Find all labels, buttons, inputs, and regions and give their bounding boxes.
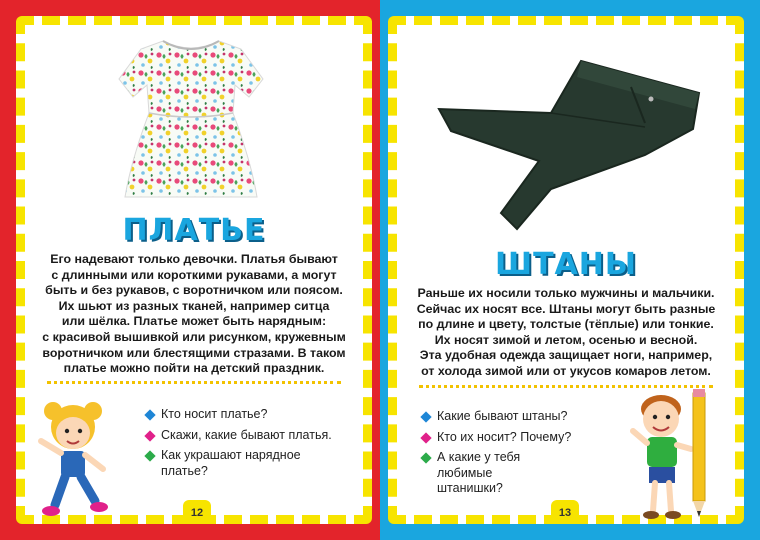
paragraph-line: Раньше их носили только мужчины и мальчики. (417, 286, 715, 300)
paragraph-line: воротничком или блестящими стразами. В таком (42, 345, 346, 360)
right-page (380, 0, 760, 540)
dress-title: ПЛАТЬЕ (122, 213, 266, 248)
paragraph-line: по длине и цвету, толстые (тёплые) или тонкие. (418, 317, 714, 332)
paragraph-line: с длинными или короткими рукавами, а могут (51, 267, 337, 282)
question-item: Кто их носит? Почему? (421, 430, 621, 446)
question-item: Кто носит платье? (145, 407, 345, 423)
diamond-bullet-icon (420, 432, 431, 443)
boy-illustration (625, 387, 725, 525)
question-item: Как украшают нарядное платье? (145, 448, 345, 479)
paragraph-line: с красивой вышивкой или рисунком, кружевным (42, 329, 346, 344)
trousers-title: ШТАНЫ (495, 247, 637, 282)
paragraph-line: платье можно пойти на детский праздник. (63, 361, 325, 376)
diamond-bullet-icon (144, 430, 155, 441)
paragraph-line: быть и без рукавов, с воротничком или поясом. (45, 283, 343, 298)
question-item: Скажи, какие бывают платья. (145, 428, 345, 444)
dress-paragraph (39, 252, 349, 377)
trousers-questions (421, 409, 621, 502)
dress-illustration (101, 33, 281, 203)
paragraph-line: Эта удобная одежда защищает ноги, например, (419, 348, 713, 363)
diamond-bullet-icon (144, 409, 155, 420)
question-item: А какие у тебя любимые штанишки? (421, 450, 621, 497)
paragraph-line: Его надевают только девочки. Платья бывают (50, 252, 338, 266)
diamond-bullet-icon (420, 411, 431, 422)
page-number: 12 (183, 500, 211, 524)
diamond-bullet-icon (144, 450, 155, 461)
dress-questions (145, 407, 345, 484)
diamond-bullet-icon (420, 452, 431, 463)
paragraph-line: или шёлка. Платье может быть нарядным: (61, 314, 327, 329)
left-page-frame (16, 16, 372, 524)
paragraph-line: Их носят зимой и летом, осенью и весной. (434, 332, 698, 347)
dotted-divider (47, 381, 341, 384)
trousers-paragraph (411, 286, 721, 380)
girl-illustration (31, 393, 131, 523)
paragraph-line: Их шьют из разных тканей, например ситца (58, 298, 330, 313)
right-page-frame (388, 16, 744, 524)
trousers-illustration (431, 43, 721, 233)
paragraph-line: от холода зимой или от укусов комаров летом. (421, 363, 711, 378)
page-number: 13 (551, 500, 579, 524)
paragraph-line: Сейчас их носят все. Штаны могут быть разные (416, 301, 716, 316)
question-item: Какие бывают штаны? (421, 409, 621, 425)
